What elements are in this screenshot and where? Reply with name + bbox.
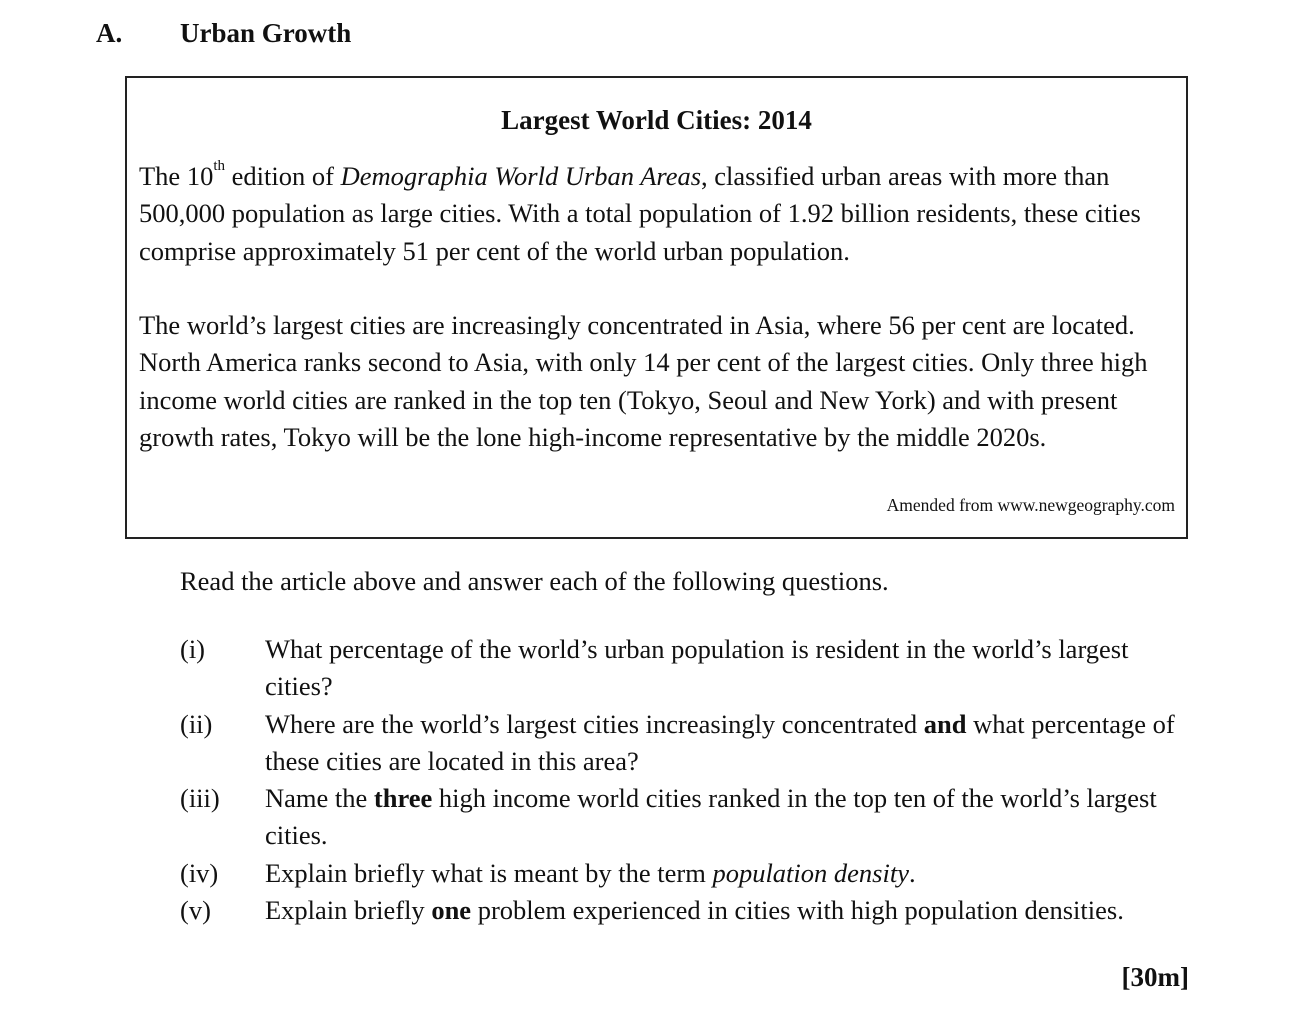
question-number: (iv) (180, 857, 219, 888)
marks-total: [30m] (1121, 962, 1189, 992)
question-item (180, 631, 1200, 706)
question-text: Explain briefly one problem experienced in cities with high population densities. (265, 895, 1124, 926)
article-box (125, 76, 1188, 539)
question-text: What percentage of the world’s urban population is resident in the world’s largest cities? (265, 634, 1129, 702)
question-item (180, 892, 1200, 929)
question-item (180, 706, 1200, 781)
article-title: Largest World Cities: 2014 (501, 105, 812, 135)
instruction-text: Read the article above and answer each of the following questions. (180, 566, 889, 596)
article-paragraph-1: The 10th edition of Demographia World Urban Areas, classified urban areas with more than 500,000 population as large cities. With a total population of 1.92 billion residents, these cities comprise approximately 51 per cent of the world urban population. (139, 158, 1141, 266)
section-heading (96, 18, 351, 49)
question-text: Where are the world’s largest cities increasingly concentrated and what percentage of these cities are located in this area? (265, 708, 1175, 776)
question-text: Name the three high income world cities ranked in the top ten of the world’s largest cities. (265, 783, 1157, 851)
article-source: Amended from www.newgeography.com (886, 495, 1175, 515)
question-number: (iii) (180, 783, 220, 814)
question-item (180, 855, 1200, 892)
question-number: (ii) (180, 708, 213, 739)
question-text: Explain briefly what is meant by the term population density. (265, 857, 916, 888)
article-paragraph-2: The world’s largest cities are increasingly concentrated in Asia, where 56 per cent are located. North America ranks second to Asia, with only 14 per cent of the largest cities. Only three high income world cities are ranked in the top ten (Tokyo, Seoul and New York) and with present growth rates, Tokyo will be the lone high-income representative by the middle 2020s. (139, 310, 1148, 452)
section-letter: A. (96, 18, 123, 48)
question-number: (i) (180, 634, 206, 664)
section-title: Urban Growth (180, 18, 352, 48)
question-item (180, 780, 1200, 855)
question-list (180, 631, 1200, 929)
question-number: (v) (180, 895, 211, 926)
